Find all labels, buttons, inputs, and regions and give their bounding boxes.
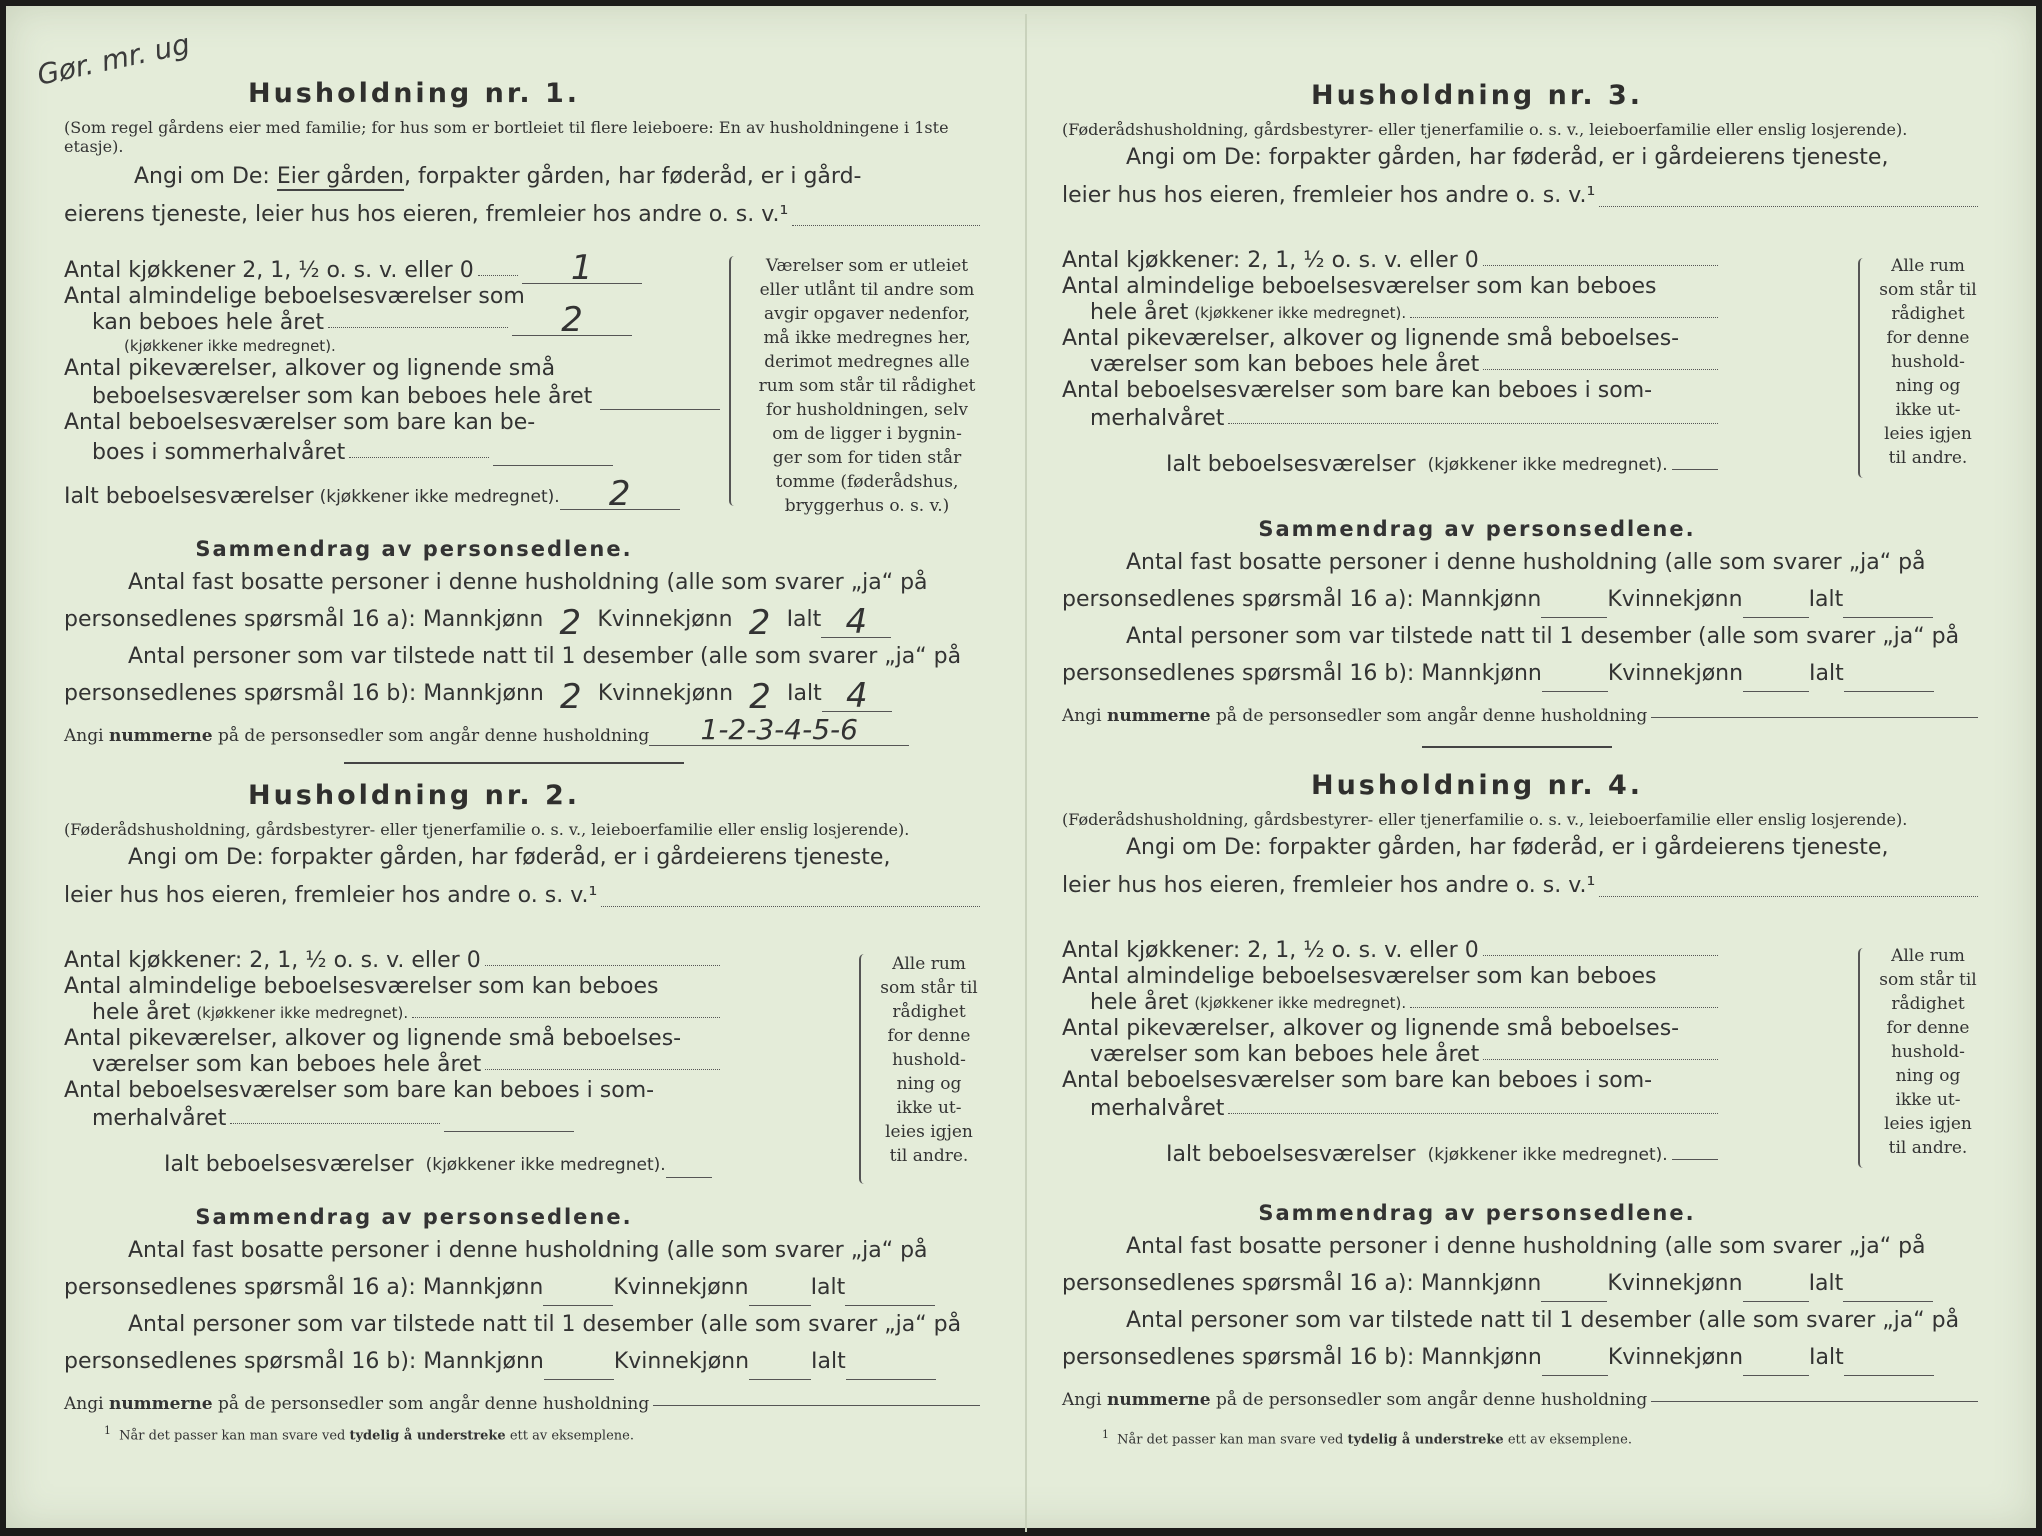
brace [859,954,869,1184]
household-4-side-note: Alle rum som står til rådighet for denne hushold- ning og ikke ut- leies igjen til andre. [1879,946,1977,1158]
household-1-side-note: Værelser som er utleiet eller utlånt til andre som avgir opgaver nedenfor, må ikke medregnes her, derimot medregnes alle rum som står til rådighet for husholdningen, selv om de ligger i bygnin- ger som for tiden står tomme (føderådshus, bryggerhus o. s. v.) [758,256,976,516]
tilstede-mann-value: 2 [560,677,582,717]
footnote-left: $^1$ Når det passer kan man svare ved tydelig å understreke ett av eksemplene. [104,1424,634,1444]
left-page [64,6,1024,1526]
household-1 [64,76,1024,746]
page-fold [1025,14,1027,1532]
tilstede-ialt-value: 4 [822,681,892,712]
household-4-summary: Sammendrag av personsedlene. Antal fast bosatte personer i denne husholdning (alle som svarer „ja“ på personsedlenes spørsmål 16 a): Mannkjønn Kvinnekjønn Ialt Antal personer som var tilstede natt til 1 desember (alle som svarer „ja“ på personsedlenes spørsmål 16 b): Mannkjønn Kvinnekjønn Ialt Angi nummerne på de personsedler som angår denne husholdning [1062,1198,1982,1410]
ialt-value: 2 [560,479,680,510]
household-2-room-rows: Antal kjøkkener: 2, 1, ½ o. s. v. eller 0 Antal almindelige beboelsesværelser som kan beboes hele året (kjøkkener ikke medregnet). Antal pikeværelser, alkover og lignende små beboelses- værelser som kan beboes hele året Antal beboelsesværelser som bare kan beboes i som- merhalvåret Ialt beboelsesværelser (kjøkkener ikke medregnet). [64,946,724,1178]
household-2-side-note: Alle rum som står til rådighet for denne hushold- ning og ikke ut- leies igjen til andre. [880,954,978,1166]
household-3-side-note: Alle rum som står til rådighet for denne hushold- ning og ikke ut- leies igjen til andre. [1879,256,1977,468]
nummerne-row: Angi nummerne på de personsedler som angår denne husholdning 1-2-3-4-5-6 [64,712,984,746]
census-form-sheet [6,6,2036,1528]
fast-bosatte-row: personsedlenes spørsmål 16 a): Mannkjønn 2 Kvinnekjønn 2 Ialt 4 [64,601,984,638]
household-1-angi-line1: Angi om De: Eier gården, forpakter gården, har føderåd, er i gård- [134,164,862,189]
household-3-summary: Sammendrag av personsedlene. Antal fast bosatte personer i denne husholdning (alle som svarer „ja“ på personsedlenes spørsmål 16 a): Mannkjønn Kvinnekjønn Ialt Antal personer som var tilstede natt til 1 desember (alle som svarer „ja“ på personsedlenes spørsmål 16 b): Mannkjønn Kvinnekjønn Ialt Angi nummerne på de personsedler som angår denne husholdning [1062,514,1982,726]
divider [1422,746,1612,748]
divider [344,762,684,764]
household-1-angi-line2: eierens tjeneste, leier hus hos eieren, fremleier hos andre o. s. v.¹ [64,196,984,234]
household-3: Husholdning nr. 3. (Føderådshusholdning, gårdsbestyrer- eller tjenerfamilie o. s. v., leieboerfamilie eller enslig losjerende). Angi om De: forpakter gården, har føderåd, er i gårdeierens tjeneste, leier hus hos eieren, fremleier hos andre o. s. v.¹ Antal kjøkkener: 2, 1, ½ o. s. v. eller 0 Antal almindelige beboelsesværelser som kan beboes hele året (kjøkkener ikke medregnet). Antal pikeværelser, alkover og lignende små beboelses- værelser som kan beboes hele året Antal beboelsesværelser som bare kan beboes i som- merhalvåret Ialt beboelsesværelser (kjøkkener ikke medregnet). Alle rum som står til rådighet for denne hushold- ning og ikke ut- leies igjen til andre. Sammendrag av personsedlene. Antal fast bosatte personer i denne husholdning (alle som svarer „ja“ på personsedlenes spørsmål 16 a): Mannkjønn Kvinnekjønn Ialt Antal personer som var tilstede natt til 1 desember (alle som svarer „ja“ på personsedlenes spørsmål 16 b): Mannkjønn Kvinnekjønn Ialt Angi nummerne på de personsedler som angår denne husholdning [1062,78,2022,215]
household-3-title: Husholdning nr. 3. [1310,80,1644,111]
almindelige-value: 2 [512,305,632,336]
margin-handwritten-note: Gør. mr. ug [34,27,193,92]
pikevaerelser-row: beboelsesværelser som kan beboes hele året [64,382,754,410]
angi-eier-garden-underlined: Eier gården [276,164,404,189]
kjokkener-value: 1 [522,253,642,284]
nummerne-value: 1-2-3-4-5-6 [649,715,909,746]
ialt-row: Ialt beboelsesværelser (kjøkkener ikke medregnet). 2 [64,466,754,510]
household-2-summary: Sammendrag av personsedlene. Antal fast bosatte personer i denne husholdning (alle som svarer „ja“ på personsedlenes spørsmål 16 a): Mannkjønn Kvinnekjønn Ialt Antal personer som var tilstede natt til 1 desember (alle som svarer „ja“ på personsedlenes spørsmål 16 b): Mannkjønn Kvinnekjønn Ialt Angi nummerne på de personsedler som angår denne husholdning [64,1202,984,1414]
household-1-note: (Som regel gårdens eier med familie; for hus som er bortleiet til flere leieboere: En av husholdningene i 1ste etasje). [64,118,949,156]
fast-mann-value: 2 [559,603,582,643]
sommer-row: boes i sommerhalvåret [64,436,754,466]
tilstede-kvinne-value: 2 [749,677,771,717]
fast-ialt-value: 4 [821,607,891,638]
household-3-room-rows: Antal kjøkkener: 2, 1, ½ o. s. v. eller 0 Antal almindelige beboelsesværelser som kan beboes hele året (kjøkkener ikke medregnet). Antal pikeværelser, alkover og lignende små beboelses- værelser som kan beboes hele året Antal beboelsesværelser som bare kan beboes i som- merhalvåret Ialt beboelsesværelser (kjøkkener ikke medregnet). [1062,246,1722,478]
brace [1858,948,1868,1168]
almindelige-row: kan beboes hele året 2 [64,310,754,336]
household-2-title: Husholdning nr. 2. [247,780,581,811]
footnote-right: $^1$ Når det passer kan man svare ved tydelig å understreke ett av eksemplene. [1102,1428,1632,1448]
kjokkener-row: Antal kjøkkener 2, 1, ½ o. s. v. eller 0 1 [64,252,754,284]
household-4: Husholdning nr. 4. (Føderådshusholdning, gårdsbestyrer- eller tjenerfamilie o. s. v., leieboerfamilie eller enslig losjerende). Angi om De: forpakter gården, har føderåd, er i gårdeierens tjeneste, leier hus hos eieren, fremleier hos andre o. s. v.¹ Antal kjøkkener: 2, 1, ½ o. s. v. eller 0 Antal almindelige beboelsesværelser som kan beboes hele året (kjøkkener ikke medregnet). Antal pikeværelser, alkover og lignende små beboelses- værelser som kan beboes hele året Antal beboelsesværelser som bare kan beboes i som- merhalvåret Ialt beboelsesværelser (kjøkkener ikke medregnet). Alle rum som står til rådighet for denne hushold- ning og ikke ut- leies igjen til andre. Sammendrag av personsedlene. Antal fast bosatte personer i denne husholdning (alle som svarer „ja“ på personsedlenes spørsmål 16 a): Mannkjønn Kvinnekjønn Ialt Antal personer som var tilstede natt til 1 desember (alle som svarer „ja“ på personsedlenes spørsmål 16 b): Mannkjønn Kvinnekjønn Ialt Angi nummerne på de personsedler som angår denne husholdning [1062,768,2022,905]
fast-kvinne-value: 2 [748,603,771,643]
brace [729,256,739,506]
household-1-room-rows: Antal kjøkkener 2, 1, ½ o. s. v. eller 0 1 Antal almindelige beboelsesværelser som kan beboes hele året 2 (kjøkkener ikke medregnet). Antal pikeværelser, alkover og lignende små beboelsesværelser som kan beboes hele året Antal beboelsesværelser som bare kan be- boes i sommerhalvåret Ialt beboelsesværelser (kjøkkener ikke medregnet). 2 [64,252,754,510]
tilstede-row: personsedlenes spørsmål 16 b): Mannkjønn 2 Kvinnekjønn 2 Ialt 4 [64,675,984,712]
household-4-title: Husholdning nr. 4. [1310,770,1644,801]
household-1-title: Husholdning nr. 1. [247,78,581,109]
household-1-summary: Sammendrag av personsedlene. Antal fast bosatte personer i denne husholdning (alle som svarer „ja“ på personsedlenes spørsmål 16 a): Mannkjønn 2 Kvinnekjønn 2 Ialt 4 Antal personer som var tilstede natt til 1 desember (alle som svarer „ja“ på personsedlenes spørsmål 16 b): Mannkjønn 2 Kvinnekjønn 2 Ialt 4 Angi nummerne på de personsedler som angår denne husholdning 1-2-3-4-5-6 [64,534,984,746]
household-4-room-rows: Antal kjøkkener: 2, 1, ½ o. s. v. eller 0 Antal almindelige beboelsesværelser som kan beboes hele året (kjøkkener ikke medregnet). Antal pikeværelser, alkover og lignende små beboelses- værelser som kan beboes hele året Antal beboelsesværelser som bare kan beboes i som- merhalvåret Ialt beboelsesværelser (kjøkkener ikke medregnet). [1062,936,1722,1168]
brace [1858,258,1868,478]
household-2: Husholdning nr. 2. (Føderådshusholdning, gårdsbestyrer- eller tjenerfamilie o. s. v., leieboerfamilie eller enslig losjerende). Angi om De: forpakter gården, har føderåd, er i gårdeierens tjeneste, leier hus hos eieren, fremleier hos andre o. s. v.¹ Antal kjøkkener: 2, 1, ½ o. s. v. eller 0 Antal almindelige beboelsesværelser som kan beboes hele året (kjøkkener ikke medregnet). Antal pikeværelser, alkover og lignende små beboelses- værelser som kan beboes hele året Antal beboelsesværelser som bare kan beboes i som- merhalvåret Ialt beboelsesværelser (kjøkkener ikke medregnet). Alle rum som står til rådighet for denne hushold- ning og ikke ut- leies igjen til andre. Sammendrag av personsedlene. Antal fast bosatte personer i denne husholdning (alle som svarer „ja“ på personsedlenes spørsmål 16 a): Mannkjønn Kvinnekjønn Ialt Antal personer som var tilstede natt til 1 desember (alle som svarer „ja“ på personsedlenes spørsmål 16 b): Mannkjønn Kvinnekjønn Ialt Angi nummerne på de personsedler som angår denne husholdning [64,778,1024,915]
right-page [1062,6,2022,1526]
